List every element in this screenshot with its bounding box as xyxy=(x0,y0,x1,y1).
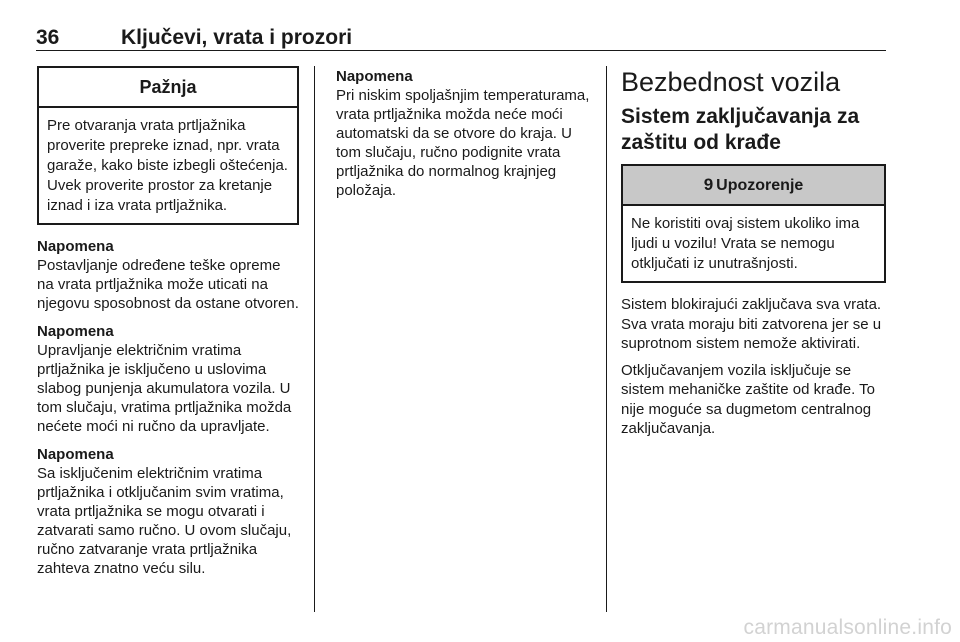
note-text: Postavljanje određene teške opreme na vrata prtljažnika može uticati na njegovu sposobnost da ostane otvoren. xyxy=(37,257,299,312)
chapter-title: Ključevi, vrata i prozori xyxy=(121,26,353,49)
note-block xyxy=(37,445,299,578)
note-label: Napomena xyxy=(37,446,114,463)
subsection-title: Sistem zaključavanja za zaštitu od krađe xyxy=(621,105,860,154)
body-paragraph: Otključavanjem vozila isključuje se sistem mehaničke zaštite od krađe. To nije moguće sa dugmetom centralnog zaključavanja. xyxy=(621,361,876,437)
note-text: Sa isključenim električnim vratima prtljažnika i otključanim svim vratima, vrata prtljažnika se mogu otvarati i zatvarati samo ručno. U ovom slučaju, ručno zatvaranje vrata prtljažnika zahteva znatno veću silu. xyxy=(37,465,292,577)
note-block xyxy=(336,67,592,200)
header-divider xyxy=(36,50,886,51)
page-header xyxy=(36,26,886,52)
section-title: Bezbednost vozila xyxy=(621,67,841,97)
note-block xyxy=(37,237,299,313)
column-divider xyxy=(606,66,607,612)
page-number: 36 xyxy=(36,26,60,49)
warning-header xyxy=(623,166,884,206)
column-middle xyxy=(336,67,592,209)
watermark: carmanualsonline.info xyxy=(743,616,952,639)
note-label: Napomena xyxy=(37,238,114,255)
note-text: Upravljanje električnim vratima prtljažnika je isključeno u uslovima slabog punjenja akumulatora vozila. U tom slučaju, vratima prtljažnika možda nećete moći ni ručno da upravljate. xyxy=(37,342,292,435)
note-label: Napomena xyxy=(37,323,114,340)
column-divider xyxy=(314,66,315,612)
caution-title: Pažnja xyxy=(39,68,297,108)
note-label: Napomena xyxy=(336,68,413,85)
warning-box xyxy=(621,164,886,283)
caution-text: Pre otvaranja vrata prtljažnika proverite prepreke iznad, npr. vrata garaže, kako biste izbegli oštećenja. Uvek proverite prostor za kretanje iznad i iza vrata prtljažnika. xyxy=(47,117,288,214)
column-right xyxy=(621,66,886,446)
warning-icon: 9 xyxy=(703,175,714,194)
body-paragraph: Sistem blokirajući zaključava sva vrata. Sva vrata moraju biti zatvorena jer se u suprotnom sistem nemože aktivirati. xyxy=(621,296,882,352)
warning-title: Upozorenje xyxy=(716,177,804,194)
caution-box xyxy=(37,66,299,225)
note-text: Pri niskim spoljašnjim temperaturama, vrata prtljažnika možda neće moći automatski da se otvore do kraja. U tom slučaju, ručno podignite vrata prtljažnika do normalnog krajnjeg položaja. xyxy=(336,87,590,199)
column-left xyxy=(37,66,299,587)
warning-text: Ne koristiti ovaj sistem ukoliko ima ljudi u vozilu! Vrata se nemogu otključati iz unutrašnjosti. xyxy=(631,215,860,272)
note-block xyxy=(37,322,299,436)
